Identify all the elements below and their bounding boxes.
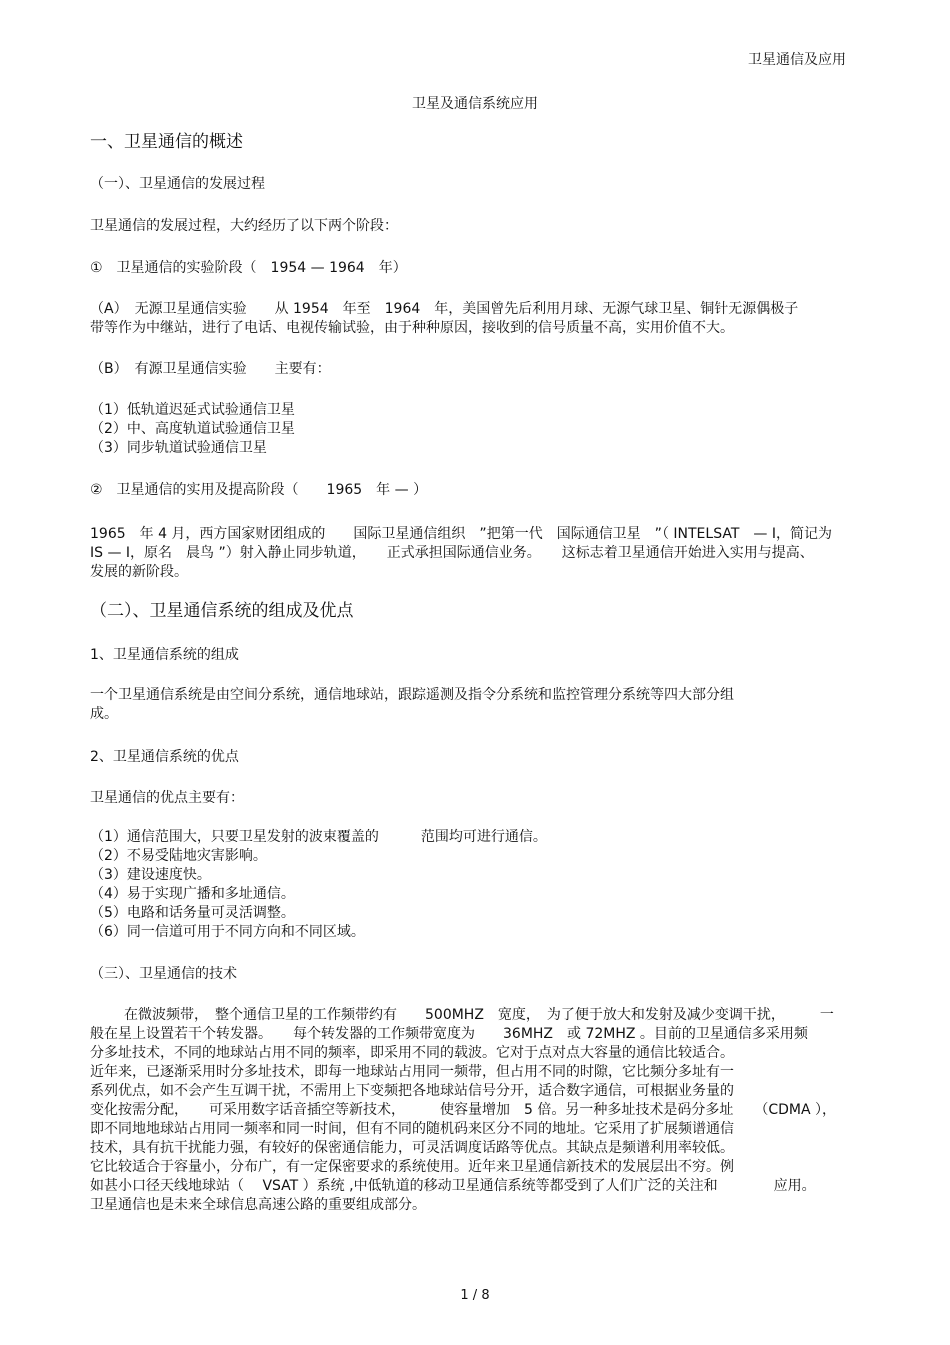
- intelsat-paragraph: [90, 525, 865, 582]
- running-header: 卫星通信及应用: [748, 52, 846, 68]
- list-item: （4）易于实现广播和多址通信。: [90, 886, 295, 902]
- paragraph-line: 带等作为中继站，进行了电话、电视传输试验，由于种种原因，接收到的信号质量不高，实用价值不大。: [90, 320, 734, 336]
- development-intro: 卫星通信的发展过程，大约经历了以下两个阶段：: [90, 218, 398, 234]
- subsection-heading-composition: （二）、卫星通信系统的组成及优点: [90, 601, 354, 621]
- paragraph-line: 如甚小口径天线地球站（ VSAT ）系统 ,中低轨道的移动卫星通信系统等都受到了人们广泛的关注和 应用。: [90, 1178, 816, 1194]
- document-title: 卫星及通信系统应用: [412, 96, 538, 112]
- composition-heading: 1、卫星通信系统的组成: [90, 647, 239, 663]
- advantages-heading: 2、卫星通信系统的优点: [90, 749, 239, 765]
- experiment-satellite-list: [90, 401, 865, 458]
- paragraph-line: 一个卫星通信系统是由空间分系统，通信地球站，跟踪遥测及指令分系统和监控管理分系统等四大部分组: [90, 687, 734, 703]
- passive-experiment-paragraph: [90, 300, 865, 338]
- stage-2-heading: ② 卫星通信的实用及提高阶段（ 1965 年 — ）: [90, 482, 428, 498]
- paragraph-line: 变化按需分配， 可采用数字话音插空等新技术， 使容量增加 5 倍。另一种多址技术是码分多址 （CDMA ），: [90, 1102, 837, 1118]
- paragraph-line: 系列优点，如不会产生互调干扰，不需用上下变频把各地球站信号分开，适合数字通信，可根据业务量的: [90, 1083, 734, 1099]
- composition-paragraph: [90, 686, 865, 724]
- paragraph-line: 即不同地地球站占用同一频率和同一时间，但有不同的随机码来区分不同的地址。它采用了扩展频谱通信: [90, 1121, 734, 1137]
- subsection-heading-development: （一）、卫星通信的发展过程: [90, 176, 265, 192]
- paragraph-line: 般在星上设置若干个转发器。 每个转发器的工作频带宽度为 36MHZ 或 72MHZ 。目前的卫星通信多采用频: [90, 1026, 808, 1042]
- list-item: （2）中、高度轨道试验通信卫星: [90, 421, 295, 437]
- list-item: （6）同一信道可用于不同方向和不同区域。: [90, 924, 365, 940]
- paragraph-line: 技术，具有抗干扰能力强，有较好的保密通信能力，可灵活调度话路等优点。其缺点是频谱利用率较低。: [90, 1140, 734, 1156]
- paragraph-line: 卫星通信也是未来全球信息高速公路的重要组成部分。: [90, 1197, 426, 1213]
- section-heading-overview: 一、卫星通信的概述: [90, 132, 243, 152]
- advantages-intro: 卫星通信的优点主要有：: [90, 790, 244, 806]
- stage-1-heading: ① 卫星通信的实验阶段（ 1954 — 1964 年）: [90, 260, 407, 276]
- technology-paragraph: [90, 1006, 865, 1215]
- list-item: （5）电路和话务量可灵活调整。: [90, 905, 295, 921]
- paragraph-line: 1965 年 4 月，西方国家财团组成的 国际卫星通信组织 ”把第一代 国际通信卫星 ”（ INTELSAT — I，简记为: [90, 526, 832, 542]
- paragraph-line: 近年来，已逐渐采用时分多址技术，即每一地球站占用同一频带，但占用不同的时隙，它比频分多址有一: [90, 1064, 734, 1080]
- list-item: （3）同步轨道试验通信卫星: [90, 440, 267, 456]
- list-item: （1）通信范围大，只要卫星发射的波束覆盖的 范围均可进行通信。: [90, 829, 547, 845]
- list-item: （3）建设速度快。: [90, 867, 211, 883]
- list-item: （1）低轨道迟延式试验通信卫星: [90, 402, 295, 418]
- page-number: 1 / 8: [460, 1288, 490, 1303]
- advantages-list: [90, 828, 865, 942]
- list-item: （2）不易受陆地灾害影响。: [90, 848, 267, 864]
- paragraph-line: 成。: [90, 706, 118, 722]
- subsection-heading-technology: （三）、卫星通信的技术: [90, 966, 237, 982]
- paragraph-line: 在微波频带， 整个通信卫星的工作频带约有 500MHZ 宽度， 为了便于放大和发射及减少变调干扰， 一: [124, 1007, 834, 1023]
- paragraph-line: IS — I，原名 晨鸟 ”）射入静止同步轨道， 正式承担国际通信业务。 这标志着卫星通信开始进入实用与提高、: [90, 545, 814, 561]
- active-experiment-heading: （B） 有源卫星通信实验 主要有：: [90, 361, 331, 377]
- paragraph-line: （A） 无源卫星通信实验 从 1954 年至 1964 年，美国曾先后利用月球、无源气球卫星、铜针无源偶极子: [90, 301, 799, 317]
- paragraph-line: 它比较适合于容量小，分布广，有一定保密要求的系统使用。近年来卫星通信新技术的发展层出不穷。例: [90, 1159, 734, 1175]
- paragraph-line: 发展的新阶段。: [90, 564, 188, 580]
- paragraph-line: 分多址技术，不同的地球站占用不同的频率，即采用不同的载波。它对于点对点大容量的通信比较适合。: [90, 1045, 734, 1061]
